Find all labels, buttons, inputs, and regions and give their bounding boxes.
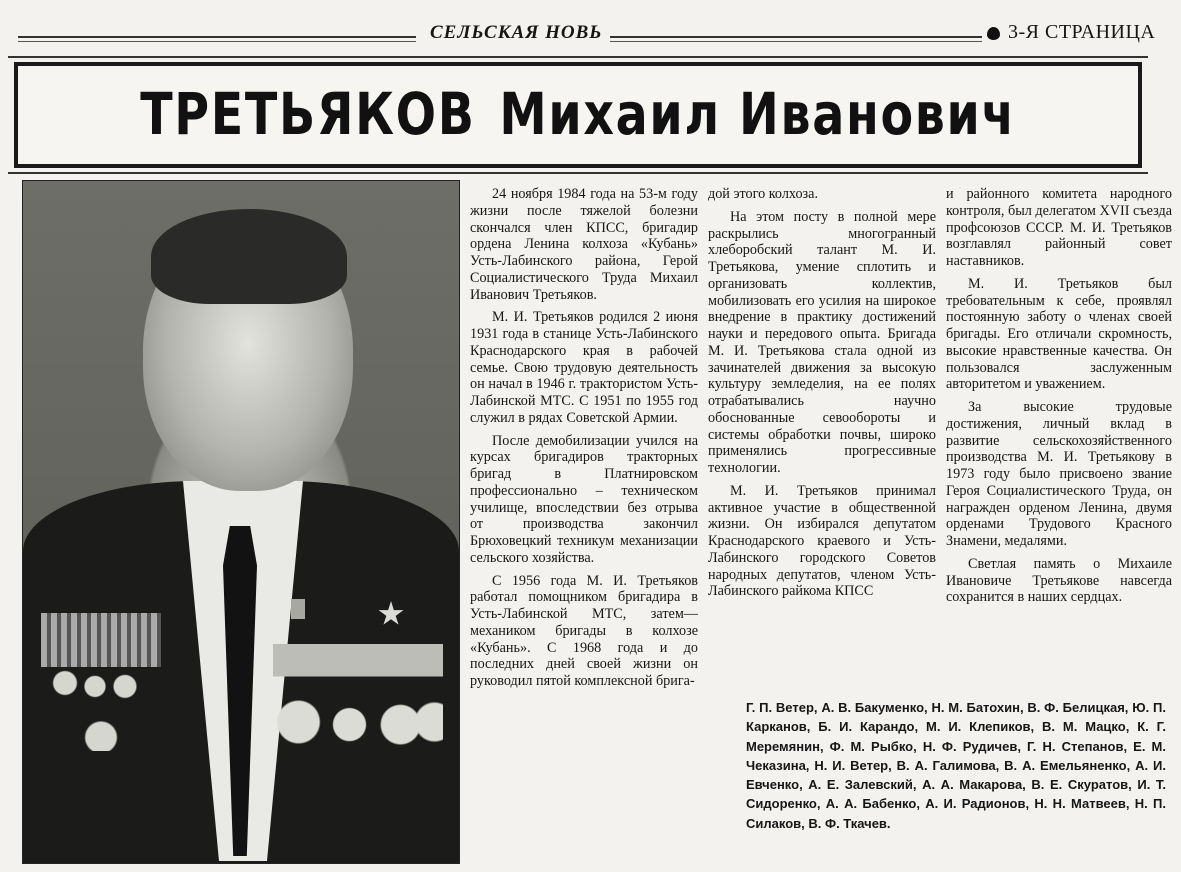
medals-right xyxy=(273,631,443,761)
paragraph: 24 ноября 1984 года на 53-м году жизни после тяжелой болезни скончался член КПСС, бригадир ордена Ленина колхоза «Кубань» Усть-Лабинского района, Герой Социалистического Труда Михаил Иванович Третьяков. xyxy=(470,186,698,303)
paragraph-continuation: и районного комитета народного контроля, был делегатом XVII съезда профсоюзов СССР. М. И. Третьяков возглавлял районный совет наставников. xyxy=(946,186,1172,269)
header-rule-left-thin xyxy=(18,41,416,42)
paragraph-continuation: дой этого колхоза. xyxy=(708,186,819,202)
article-column-2 xyxy=(708,186,936,600)
lapel-badge xyxy=(291,599,305,619)
header-rule-right xyxy=(610,36,982,38)
paragraph: М. И. Третьяков родился 2 июня 1931 года в станице Усть-Лабинского Краснодарского края в рабочей семье. Свою трудовую деятельность он начал в 1946 г. трактористом Усть-Лабинской МТС. С 1951 по 1955 год служил в рядах Советской Армии. xyxy=(470,309,698,426)
paragraph: За высокие трудовые достижения, личный вклад в развитие сельскохозяйственного производства М. И. Третьякову в 1973 году было присвоено звание Героя Социалистического Труда, он награжден орденом Ленина, двумя орденами Трудового Красного Знамени, медалями. xyxy=(946,399,1172,549)
paragraph: После демобилизации учился на курсах бригадиров тракторных бригад в Платнировском профессионально – техническом училище, впоследствии без отрыва от производства закончил Брюховецкий техникум механизации сельского хозяйства. xyxy=(470,432,698,566)
paragraph: Светлая память о Михаиле Ивановиче Третьякове навсегда сохранится в наших сердцах. xyxy=(946,555,1172,606)
obituary-title xyxy=(119,80,1037,148)
photo-hair xyxy=(151,209,347,304)
title-box xyxy=(14,62,1142,168)
drop-icon xyxy=(987,27,1000,40)
article-column-1 xyxy=(470,186,698,690)
paragraph: На этом посту в полной мере раскрылись многогранный хлеборобский талант М. И. Третьякова, умение сплотить и организовать коллектив, мобилизовать его усилия на широкое внедрение в практику достижений науки и передового опыта. Бригада М. И. Третьякова стала одной из зачинателей движения за высокую культуру земледелия, на ее полях отрабатывались научно обоснованные севообороты и системы обработки почвы, широко применялись прогрессивные технологии. xyxy=(708,208,936,476)
article-column-3 xyxy=(946,186,1172,606)
newspaper-name: СЕЛЬСКАЯ НОВЬ xyxy=(430,22,603,43)
header-rule-right-thin xyxy=(610,41,982,42)
medals-left xyxy=(41,581,161,751)
page-label: 3-Я СТРАНИЦА xyxy=(1008,21,1156,43)
header-rule-left xyxy=(18,36,416,38)
title-surname: ТРЕТЬЯКОВ xyxy=(140,80,476,148)
portrait-photo xyxy=(22,180,460,864)
signers-list: Г. П. Ветер, А. В. Бакуменко, Н. М. Батохин, В. Ф. Белицкая, Ю. П. Карканов, Б. И. Карандо, М. И. Клепиков, В. М. Мацко, К. Г. Меремянин, Ф. М. Рыбко, Н. Ф. Рудичев, Г. Н. Степанов, Е. М. Чеказина, Н. И. Ветер, В. А. Галимова, В. А. Емельяненко, А. И. Евченко, А. Е. Залевский, А. А. Макарова, В. Е. Скуратов, И. Т. Сидоренко, А. А. Бабенко, А. И. Радионов, Н. Н. Матвеев, Н. П. Силаков, В. Ф. Ткачев. xyxy=(746,700,1166,831)
title-first-names: Михаил Иванович xyxy=(499,80,1016,148)
paragraph: М. И. Третьяков был требовательным к себе, проявлял постоянную заботу о членах своей бригады. Его отличали скромность, высокие нравственные качества. Он пользовался заслуженным авторитетом и уважением. xyxy=(946,275,1172,393)
paragraph: М. И. Третьяков принимал активное участие в общественной жизни. Он избирался депутатом Краснодарского краевого и Усть-Лабинского городского Советов народных депутатов, членом Усть-Лабинского райкома КПСС xyxy=(708,482,936,600)
paragraph: С 1956 года М. И. Третьяков работал помощником бригадира в Усть-Лабинской МТС, затем—механиком бригады в колхозе «Кубань». С 1968 года и до последних дней своей жизни он руководил пятой комплексной брига- xyxy=(470,572,698,689)
